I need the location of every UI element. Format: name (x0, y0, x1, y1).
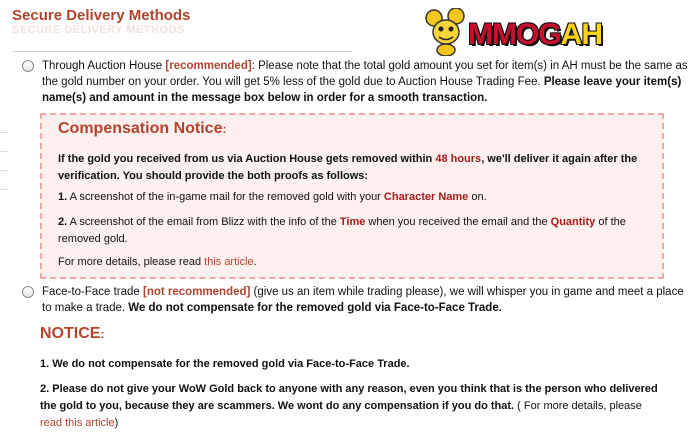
header-divider (12, 51, 352, 52)
compensation-paragraph-1: If the gold you received from us via Auction House gets removed within 48 hours, we'll deliver it again after the verification. You should provide the both proofs as follows: (58, 153, 638, 182)
side-decoration (0, 132, 14, 208)
face-to-face-description: Face-to-Face trade [not recommended] (give us an item while trading please), we will whisper you in game and meet a place to make a trade. We do not compensate for the removed gold via Face-to-Face Trade. (42, 286, 684, 314)
compensation-notice-title: Compensation Notice: (58, 120, 227, 137)
compensation-article-link[interactable]: this article (204, 256, 254, 268)
site-logo[interactable] (424, 8, 668, 56)
delivery-option-auction-house[interactable] (22, 58, 690, 106)
compensation-proof-2: 2. A screenshot of the email from Blizz with the info of the Time when you received the email and the Quantity of the removed gold. (58, 216, 626, 245)
mascot-icon (424, 8, 468, 56)
notice-article-link[interactable]: read this article (40, 417, 115, 429)
page-title: Secure Delivery Methods (12, 7, 191, 24)
auction-house-radio[interactable] (22, 60, 34, 72)
auction-house-description: Through Auction House [recommended]: Please note that the total gold amount you set for item(s) in AH must be the same as the gold number on your order. You will get 5% less of the gold due to Auction House Trading Fee. Please leave your item(s) name(s) and amount in the message box below in order for a smooth transaction. (42, 60, 688, 104)
title-shadow: SECURE DELIVERY METHODS (12, 24, 185, 36)
logo-text: MMOGAH (468, 18, 602, 51)
compensation-notice-box (40, 113, 664, 279)
compensation-proof-1: 1. A screenshot of the in-game mail for the removed gold with your Character Name on. (58, 191, 487, 203)
page-header (0, 0, 700, 58)
compensation-details: For more details, please read this article. (58, 256, 257, 268)
notice-item-1: 1. We do not compensate for the removed gold via Face-to-Face Trade. (40, 358, 410, 370)
notice-item-2: 2. Please do not give your WoW Gold back to anyone with any reason, even you think that is the person who delivered the gold to you, because they are scammers. We wont do any compensation if you do that. ( For more details, please read this article) (40, 383, 658, 429)
delivery-option-face-to-face[interactable] (22, 284, 690, 316)
notice-title: NOTICE: (40, 325, 105, 342)
face-to-face-radio[interactable] (22, 286, 34, 298)
